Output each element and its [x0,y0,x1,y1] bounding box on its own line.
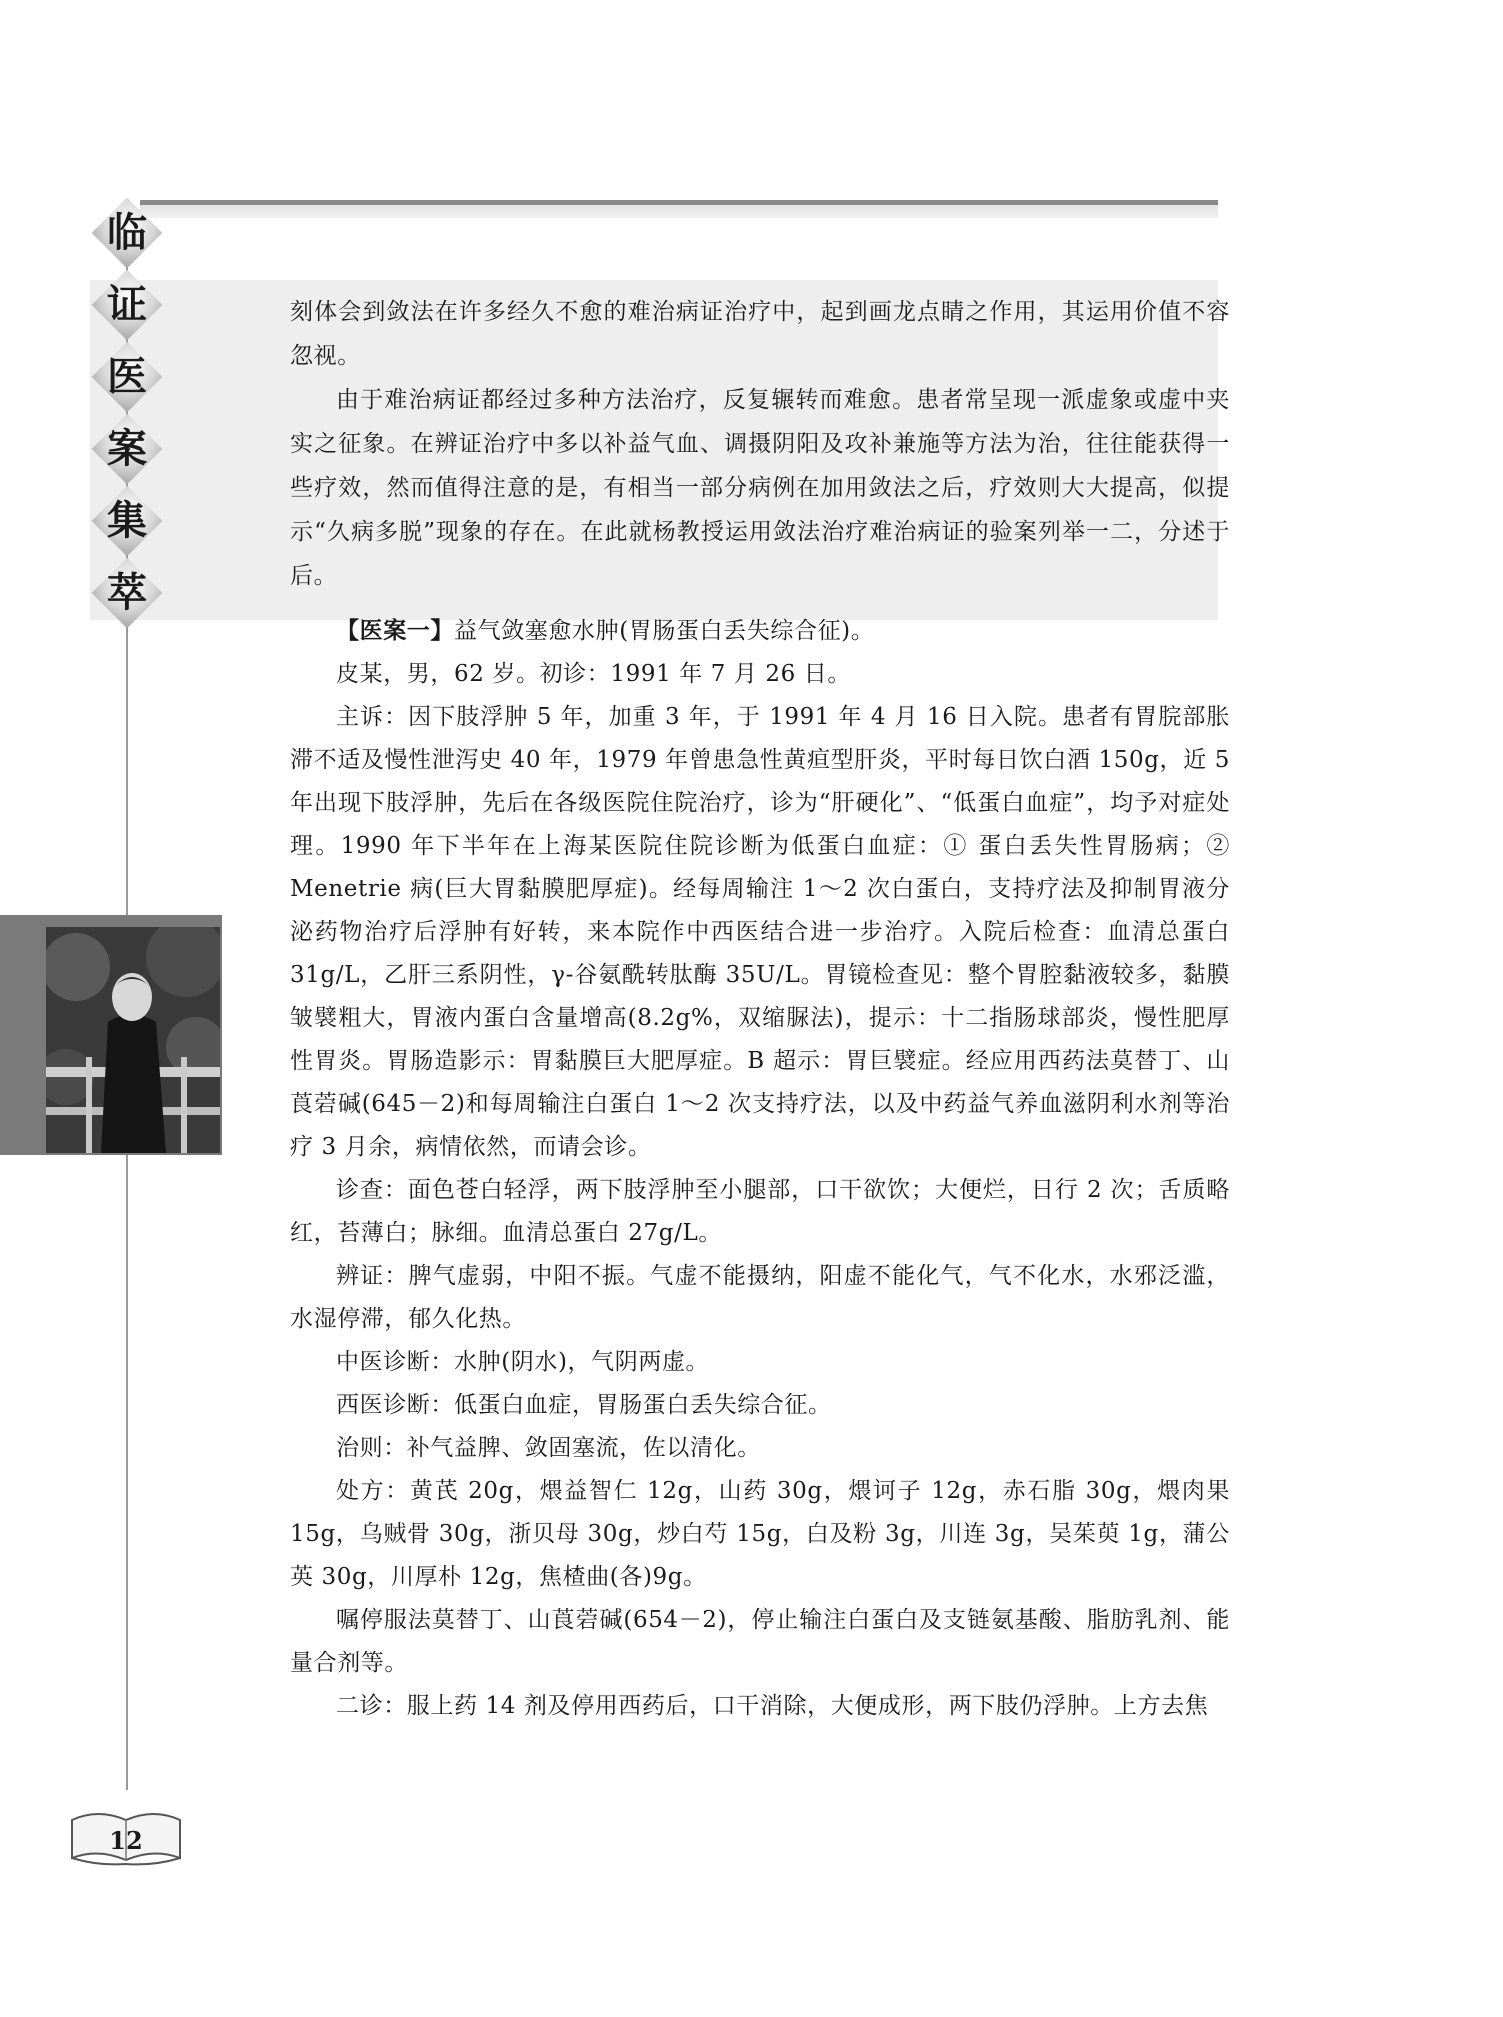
page-number: 12 [109,1826,143,1855]
case-principle: 治则：补气益脾、敛固塞流，佐以清化。 [336,1435,761,1461]
intro-paragraph-2: 由于难治病证都经过多种方法治疗，反复辗转而难愈。患者常呈现一派虚象或虚中夹实之征象。在辨证治疗中多以补益气血、调摄阴阳及攻补兼施等方法为治，往往能获得一些疗效，然而值得注意的是，有相当一部分病例在加用敛法之后，疗效则大大提高，似提示“久病多脱”现象的存在。在此就杨教授运用敛法治疗难治病证的验案列举一二，分述于后。 [290,387,1230,589]
case-label: 【医案一】 [336,618,454,644]
intro-paragraph-1: 刻体会到敛法在许多经久不愈的难治病证治疗中，起到画龙点睛之作用，其运用价值不容忽视。 [290,299,1230,369]
sidebar-char-3: 医 [90,340,164,414]
sidebar-char-6: 萃 [90,556,164,630]
case-patient: 皮某，男，62 岁。初诊：1991 年 7 月 26 日。 [336,661,851,687]
top-rule [140,200,1218,218]
case-prescription: 处方：黄芪 20g，煨益智仁 12g，山药 30g，煨诃子 12g，赤石脂 30g，煨肉果 15g，乌贼骨 30g，浙贝母 30g，炒白芍 15g，白及粉 3g，川连 3g，吴茱萸 1g，蒲公英 30g，川厚朴 12g，焦楂曲(各)9g。 [290,1478,1230,1590]
sidebar-char-1: 临 [90,196,164,270]
case-tcm-diagnosis: 中医诊断：水肿(阴水)，气阴两虚。 [336,1349,710,1375]
case-advice: 嘱停服法莫替丁、山莨菪碱(654－2)，停止输注白蛋白及支链氨基酸、脂肪乳剂、能量合剂等。 [290,1607,1230,1676]
sidebar-char-4: 案 [90,412,164,486]
case-complaint: 主诉：因下肢浮肿 5 年，加重 3 年，于 1991 年 4 月 16 日入院。患者有胃脘部胀滞不适及慢性泄泻史 40 年，1979 年曾患急性黄疸型肝炎，平时每日饮白酒 150g，近 5 年出现下肢浮肿，先后在各级医院住院治疗，诊为“肝硬化”、“低蛋白血症”，均予对症处理。1990 年下半年在上海某医院住院诊断为低蛋白血症：① 蛋白丢失性胃肠病；② Menetrie 病(巨大胃黏膜肥厚症)。经每周输注 1～2 次白蛋白，支持疗法及抑制胃液分泌药物治疗后浮肿有好转，来本院作中西医结合进一步治疗。入院后检查：血清总蛋白 31g/L，乙肝三系阴性，γ-谷氨酰转肽酶 35U/L。胃镜检查见：整个胃腔黏液较多，黏膜皱襞粗大，胃液内蛋白含量增高(8.2g%，双缩脲法)，提示：十二指肠球部炎，慢性肥厚性胃炎。胃肠造影示：胃黏膜巨大肥厚症。B 超示：胃巨襞症。经应用西药法莫替丁、山莨菪碱(645－2)和每周输注白蛋白 1～2 次支持疗法，以及中药益气养血滋阴利水剂等治疗 3 月余，病情依然，而请会诊。 [290,704,1230,1160]
case-western-diagnosis: 西医诊断：低蛋白血症，胃肠蛋白丢失综合征。 [336,1392,832,1418]
sidebar-char-2: 证 [90,268,164,342]
page-number-book-icon [68,1806,184,1870]
case-second-visit: 二诊：服上药 14 剂及停用西药后，口干消除，大便成形，两下肢仍浮肿。上方去焦 [336,1693,1209,1719]
sidebar-char-5: 集 [90,484,164,558]
case-heading [290,610,1230,653]
case-syndrome: 辨证：脾气虚弱，中阳不振。气虚不能摄纳，阳虚不能化气，气不化水，水邪泛滥，水湿停滞，郁久化热。 [290,1263,1230,1332]
portrait-photo [46,927,220,1153]
case-title: 益气敛塞愈水肿(胃肠蛋白丢失综合征)。 [454,618,875,644]
case-exam: 诊查：面色苍白轻浮，两下肢浮肿至小腿部，口干欲饮；大便烂，日行 2 次；舌质略红，苔薄白；脉细。血清总蛋白 27g/L。 [290,1177,1230,1246]
